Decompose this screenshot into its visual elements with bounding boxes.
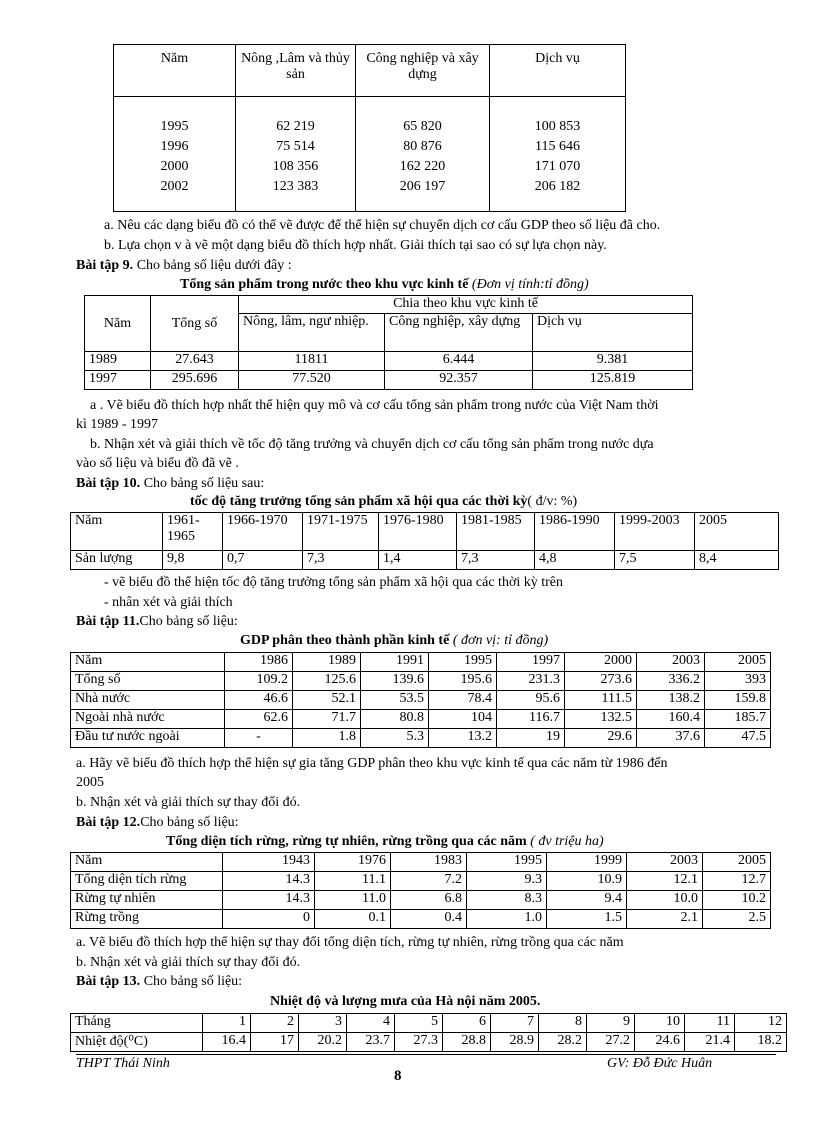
- bt9-title: [180, 277, 589, 293]
- table-header: Năm: [114, 45, 236, 97]
- exercise-label: Bài tập 11.: [76, 614, 140, 629]
- table-cell: 1,4: [379, 551, 457, 570]
- bt9-b: b. Nhận xét và giải thích về tốc độ tăng trưởng và chuyển dịch cơ cấu tổng sản phẩm trong nước dựa: [90, 437, 654, 452]
- table-cell: 1.0: [467, 910, 547, 929]
- cell: 75 514: [276, 139, 315, 154]
- table-cell: 17: [251, 1033, 299, 1052]
- cell: 1995: [160, 119, 189, 134]
- table-cell: 336.2: [637, 672, 705, 691]
- table-cell: 18.2: [735, 1033, 787, 1052]
- table-cell: 111.5: [565, 691, 637, 710]
- table-cell: 1997: [85, 371, 151, 390]
- title-text: Tổng sản phẩm trong nước theo khu vực kinh tế: [180, 277, 469, 292]
- page-number: 8: [394, 1068, 402, 1084]
- table-header: 1991: [361, 653, 429, 672]
- agri-column: [236, 97, 356, 212]
- bt13-heading: [76, 974, 242, 990]
- table-header: 1989: [293, 653, 361, 672]
- table-cell: 6.444: [385, 352, 533, 371]
- row-label: Nhà nước: [71, 691, 225, 710]
- table-cell: 13.2: [429, 729, 497, 748]
- year-column: [114, 97, 236, 212]
- table-header: Tháng: [71, 1014, 203, 1033]
- footer-teacher: GV: Đỗ Đức Huân: [607, 1056, 713, 1071]
- table-cell: 7,5: [615, 551, 695, 570]
- table-cell: 20.2: [299, 1033, 347, 1052]
- table-cell: 0,7: [223, 551, 303, 570]
- cell: 100 853: [534, 119, 581, 134]
- table-header: 5: [395, 1014, 443, 1033]
- table-cell: 37.6: [637, 729, 705, 748]
- table-header: 1986-1990: [535, 513, 615, 551]
- table-cell: 11811: [239, 352, 385, 371]
- table-header: 1943: [223, 853, 315, 872]
- table-cell: 273.6: [565, 672, 637, 691]
- table-header: 1: [203, 1014, 251, 1033]
- service-column: [490, 97, 626, 212]
- table-header: 4: [347, 1014, 395, 1033]
- table-header: Nông, lâm, ngư nhiệp.: [239, 314, 385, 352]
- row-label: Tổng số: [71, 672, 225, 691]
- table-cell: 52.1: [293, 691, 361, 710]
- table-cell: 125.6: [293, 672, 361, 691]
- table-header: 1995: [467, 853, 547, 872]
- table-header: 8: [539, 1014, 587, 1033]
- table-cell: 393: [705, 672, 771, 691]
- row-label: Sản lượng: [71, 551, 163, 570]
- table-header: Năm: [71, 853, 223, 872]
- table-header: 3: [299, 1014, 347, 1033]
- cell: 62 219: [276, 119, 315, 134]
- bt12-table: [70, 852, 771, 929]
- bt13-title: Nhiệt độ và lượng mưa của Hà nội năm 2005.: [270, 994, 541, 1009]
- table-header: 1999: [547, 853, 627, 872]
- bt9-b2: vào số liệu và biểu đồ đã vẽ .: [76, 456, 239, 471]
- table-cell: 47.5: [705, 729, 771, 748]
- bt9-a2: kì 1989 - 1997: [76, 417, 159, 432]
- q8-a: a. Nêu các dạng biểu đồ có thể vẽ được để thể hiện sự chuyển dịch cơ cấu GDP theo số liệu đã cho.: [104, 218, 661, 233]
- table-cell: 71.7: [293, 710, 361, 729]
- table-cell: 77.520: [239, 371, 385, 390]
- table-cell: 9.3: [467, 872, 547, 891]
- table-header: 1961-1965: [163, 513, 223, 551]
- table-header: Năm: [71, 653, 225, 672]
- bt10-title: [190, 494, 577, 510]
- row-label: Đầu tư nước ngoài: [71, 729, 225, 748]
- table-cell: 116.7: [497, 710, 565, 729]
- table-cell: 160.4: [637, 710, 705, 729]
- table-cell: 11.1: [315, 872, 391, 891]
- footer-rule: [76, 1054, 776, 1055]
- table-header: 9: [587, 1014, 635, 1033]
- table-cell: 62.6: [225, 710, 293, 729]
- table-header: 1995: [429, 653, 497, 672]
- bt11-title: [240, 633, 548, 649]
- bt10-d1: - vẽ biểu đồ thể hiện tốc độ tăng trưởng tổng sản phẩm xã hội qua các thời kỳ trên: [104, 575, 563, 590]
- table-cell: 195.6: [429, 672, 497, 691]
- table-header: 1976: [315, 853, 391, 872]
- table-cell: 92.357: [385, 371, 533, 390]
- unit-text: (Đơn vị tính:tỉ đồng): [468, 277, 589, 292]
- gdp-sector-table: [113, 44, 626, 212]
- exercise-label: Bài tập 10.: [76, 476, 141, 491]
- table-cell: 27.3: [395, 1033, 443, 1052]
- table-header: Công nghiệp, xây dựng: [385, 314, 533, 352]
- table-cell: 4,8: [535, 551, 615, 570]
- row-label: Tổng diện tích rừng: [71, 872, 223, 891]
- table-cell: 7,3: [457, 551, 535, 570]
- table-cell: 7.2: [391, 872, 467, 891]
- cell: 206 182: [534, 179, 581, 194]
- table-header: 2: [251, 1014, 299, 1033]
- bt13-table: [70, 1013, 787, 1052]
- bt10-d2: - nhân xét và giải thích: [104, 595, 233, 610]
- table-cell: 80.8: [361, 710, 429, 729]
- cell: 123 383: [272, 179, 319, 194]
- table-cell: 78.4: [429, 691, 497, 710]
- table-header: 1997: [497, 653, 565, 672]
- cell: 115 646: [535, 139, 580, 154]
- table-cell: 24.6: [635, 1033, 685, 1052]
- unit-text: ( đ/v: %): [527, 494, 578, 509]
- table-header: 2000: [565, 653, 637, 672]
- table-cell: 0.4: [391, 910, 467, 929]
- title-text: tốc độ tăng trưởng tổng sản phẩm xã hội qua các thời kỳ: [190, 494, 528, 509]
- unit-text: ( đơn vị: tỉ đồng): [449, 633, 549, 648]
- table-cell: 12.7: [703, 872, 771, 891]
- cell: 206 197: [399, 179, 446, 194]
- bt12-b: b. Nhận xét và giải thích sự thay đổi đó.: [76, 955, 301, 970]
- table-header: 2003: [627, 853, 703, 872]
- table-cell: 14.3: [223, 872, 315, 891]
- cell: 80 876: [403, 139, 442, 154]
- row-label: Rừng trồng: [71, 910, 223, 929]
- cell: 2000: [160, 159, 189, 174]
- table-header: 1976-1980: [379, 513, 457, 551]
- table-header: 2003: [637, 653, 705, 672]
- table-header: Chia theo khu vực kinh tế: [239, 296, 693, 314]
- table-cell: 53.5: [361, 691, 429, 710]
- cell: 65 820: [403, 119, 442, 134]
- table-header: 1986: [225, 653, 293, 672]
- table-cell: 185.7: [705, 710, 771, 729]
- row-label: Rừng tự nhiên: [71, 891, 223, 910]
- bt10-heading: [76, 476, 264, 492]
- table-cell: 7,3: [303, 551, 379, 570]
- table-cell: 10.0: [627, 891, 703, 910]
- table-cell: 16.4: [203, 1033, 251, 1052]
- table-cell: 8,4: [695, 551, 779, 570]
- bt11-b: b. Nhận xét và giải thích sự thay đổi đó.: [76, 795, 301, 810]
- table-cell: 2.5: [703, 910, 771, 929]
- bt9-table: [84, 295, 693, 390]
- table-cell: 1.8: [293, 729, 361, 748]
- table-header: Năm: [85, 296, 151, 352]
- table-cell: 139.6: [361, 672, 429, 691]
- exercise-intro: Cho bảng số liệu:: [140, 974, 243, 989]
- table-cell: 10.9: [547, 872, 627, 891]
- exercise-intro: Cho bảng số liệu dưới đây :: [133, 258, 292, 273]
- title-text: GDP phân theo thành phần kinh tế: [240, 633, 450, 648]
- table-header: 10: [635, 1014, 685, 1033]
- exercise-label: Bài tập 13.: [76, 974, 141, 989]
- bt11-a2: 2005: [76, 775, 104, 790]
- table-cell: 95.6: [497, 691, 565, 710]
- table-header: 12: [735, 1014, 787, 1033]
- table-header: 1971-1975: [303, 513, 379, 551]
- bt11-a: a. Hãy vẽ biểu đồ thích hợp thể hiện sự gia tăng GDP phân theo khu vực kinh tế qua các năm từ 1986 đến: [76, 756, 668, 771]
- table-cell: 28.2: [539, 1033, 587, 1052]
- table-cell: 125.819: [533, 371, 693, 390]
- table-cell: 8.3: [467, 891, 547, 910]
- table-cell: 12.1: [627, 872, 703, 891]
- title-text: Tổng diện tích rừng, rừng tự nhiên, rừng trồng qua các năm: [166, 834, 527, 849]
- table-cell: 6.8: [391, 891, 467, 910]
- table-header: Công nghiệp và xây dựng: [356, 45, 490, 97]
- table-header: 2005: [703, 853, 771, 872]
- table-header: Dịch vụ: [490, 45, 626, 97]
- table-cell: 295.696: [151, 371, 239, 390]
- cell: 1996: [160, 139, 189, 154]
- table-header: Dịch vụ: [533, 314, 693, 352]
- cell: 108 356: [272, 159, 319, 174]
- unit-text: ( đv triệu ha): [526, 834, 604, 849]
- table-cell: 27.2: [587, 1033, 635, 1052]
- table-cell: 0.1: [315, 910, 391, 929]
- industry-column: [356, 97, 490, 212]
- table-cell: 159.8: [705, 691, 771, 710]
- table-header: 1966-1970: [223, 513, 303, 551]
- bt10-table: [70, 512, 779, 570]
- table-header: 2005: [705, 653, 771, 672]
- table-cell: 11.0: [315, 891, 391, 910]
- table-cell: 104: [429, 710, 497, 729]
- exercise-intro: Cho bảng số liệu sau:: [140, 476, 265, 491]
- table-cell: 10.2: [703, 891, 771, 910]
- q8-b: b. Lựa chọn v à vẽ một dạng biểu đồ thích hợp nhất. Giải thích tại sao có sự lựa chọn này.: [104, 238, 607, 253]
- bt9-heading: [76, 258, 292, 274]
- bt12-title: [166, 834, 604, 850]
- bt11-heading: [76, 614, 238, 630]
- table-cell: 0: [223, 910, 315, 929]
- exercise-label: Bài tập 9.: [76, 258, 134, 273]
- table-cell: 5.3: [361, 729, 429, 748]
- table-cell: 29.6: [565, 729, 637, 748]
- table-cell: 109.2: [225, 672, 293, 691]
- exercise-intro: Cho bảng số liệu:: [139, 614, 238, 629]
- cell: 171 070: [534, 159, 581, 174]
- table-header: Tổng số: [151, 296, 239, 352]
- table-header: 11: [685, 1014, 735, 1033]
- table-header: 2005: [695, 513, 779, 551]
- table-cell: 14.3: [223, 891, 315, 910]
- table-cell: 9.4: [547, 891, 627, 910]
- table-cell: 28.8: [443, 1033, 491, 1052]
- cell: 162 220: [399, 159, 446, 174]
- table-cell: 27.643: [151, 352, 239, 371]
- table-cell: 46.6: [225, 691, 293, 710]
- table-cell: 1.5: [547, 910, 627, 929]
- table-cell: 2.1: [627, 910, 703, 929]
- table-cell: 9,8: [163, 551, 223, 570]
- table-header: 1981-1985: [457, 513, 535, 551]
- cell: 2002: [160, 179, 189, 194]
- row-label: Nhiệt độ(⁰C): [71, 1033, 203, 1052]
- table-header: 7: [491, 1014, 539, 1033]
- table-cell: 132.5: [565, 710, 637, 729]
- table-cell: 1989: [85, 352, 151, 371]
- table-header: 6: [443, 1014, 491, 1033]
- table-cell: 9.381: [533, 352, 693, 371]
- table-cell: 28.9: [491, 1033, 539, 1052]
- table-cell: -: [225, 729, 293, 748]
- table-cell: 23.7: [347, 1033, 395, 1052]
- table-header: Năm: [71, 513, 163, 551]
- bt11-table: [70, 652, 771, 748]
- table-header: 1999-2003: [615, 513, 695, 551]
- table-header: Nông ,Lâm và thủy sản: [236, 45, 356, 97]
- footer-school: THPT Thái Ninh: [76, 1056, 170, 1071]
- table-cell: 138.2: [637, 691, 705, 710]
- row-label: Ngoài nhà nước: [71, 710, 225, 729]
- bt12-a: a. Vẽ biểu đồ thích hợp thể hiện sự thay đổi tổng diện tích, rừng tự nhiên, rừng trồng qua các năm: [76, 935, 624, 950]
- bt12-heading: [76, 815, 239, 831]
- table-header: 1983: [391, 853, 467, 872]
- bt9-a: a . Vẽ biểu đồ thích hợp nhất thể hiện quy mô và cơ cấu tổng sản phẩm trong nước của Việt Nam thời: [90, 398, 659, 413]
- exercise-intro: Cho bảng số liệu:: [140, 815, 239, 830]
- table-cell: 21.4: [685, 1033, 735, 1052]
- table-cell: 231.3: [497, 672, 565, 691]
- exercise-label: Bài tập 12.: [76, 815, 141, 830]
- table-cell: 19: [497, 729, 565, 748]
